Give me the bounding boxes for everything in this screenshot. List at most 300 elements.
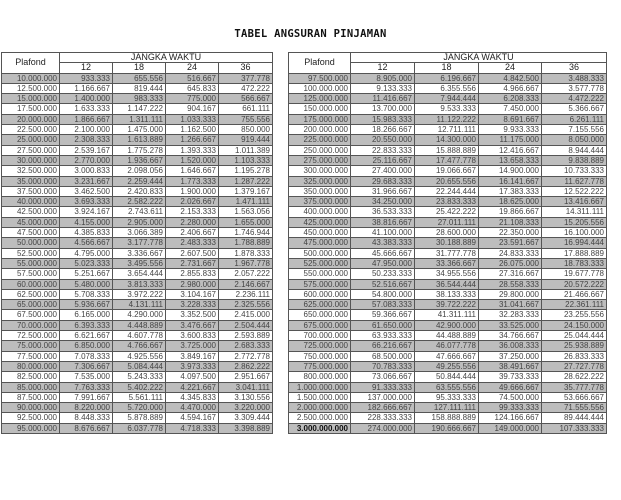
installment-cell-12: 11.416.667: [351, 94, 415, 104]
installment-cell-12: 50.233.333: [351, 269, 415, 279]
installment-cell-12: 54.800.000: [351, 289, 415, 299]
plafond-cell: 750.000.000: [289, 351, 351, 361]
installment-cell-18: 655.556: [113, 73, 166, 83]
table-row: [289, 269, 607, 279]
plafond-cell: 200.000.000: [289, 125, 351, 135]
installment-cell-12: 8.220.000: [60, 403, 113, 413]
plafond-cell: 37.500.000: [2, 186, 60, 196]
installment-cell-12: 6.393.333: [60, 320, 113, 330]
plafond-cell: 20.000.000: [2, 114, 60, 124]
table-row: [2, 351, 273, 361]
installment-cell-36: 3.220.000: [219, 403, 273, 413]
plafond-cell: 35.000.000: [2, 176, 60, 186]
installment-cell-12: 7.078.333: [60, 351, 113, 361]
installment-cell-18: 12.711.111: [415, 125, 479, 135]
installment-cell-24: 29.800.000: [479, 289, 542, 299]
plafond-cell: 80.000.000: [2, 361, 60, 371]
plafond-cell: 22.500.000: [2, 125, 60, 135]
plafond-cell: 700.000.000: [289, 331, 351, 341]
installment-cell-24: 2.731.667: [166, 258, 219, 268]
table-row: [2, 166, 273, 176]
installment-cell-18: 2.420.833: [113, 186, 166, 196]
installment-cell-12: 4.566.667: [60, 238, 113, 248]
installment-cell-36: 12.522.222: [542, 186, 607, 196]
installment-cell-24: 22.350.000: [479, 228, 542, 238]
installment-cell-24: 19.866.667: [479, 207, 542, 217]
installment-cell-36: 3.130.556: [219, 392, 273, 402]
table-row: [289, 248, 607, 258]
installment-cell-24: 1.266.667: [166, 135, 219, 145]
plafond-cell: 50.000.000: [2, 238, 60, 248]
installment-cell-24: 33.525.000: [479, 320, 542, 330]
installment-cell-12: 9.133.333: [351, 83, 415, 93]
installment-cell-24: 39.733.333: [479, 372, 542, 382]
plafond-cell: 275.000.000: [289, 155, 351, 165]
table-row: [289, 155, 607, 165]
installment-cell-24: 2.855.833: [166, 269, 219, 279]
installment-cell-12: 3.924.167: [60, 207, 113, 217]
installment-cell-24: 16.141.667: [479, 176, 542, 186]
plafond-cell: 650.000.000: [289, 310, 351, 320]
installment-cell-36: 2.862.222: [219, 361, 273, 371]
installment-cell-18: 46.077.778: [415, 341, 479, 351]
installment-cell-36: 1.788.889: [219, 238, 273, 248]
table-row: [289, 83, 607, 93]
installment-cell-36: 2.951.667: [219, 372, 273, 382]
table-row: [289, 176, 607, 186]
installment-cell-18: 1.936.667: [113, 155, 166, 165]
installment-cell-18: 3.972.222: [113, 289, 166, 299]
installment-cell-18: 3.066.389: [113, 228, 166, 238]
installment-cell-18: 4.290.000: [113, 310, 166, 320]
table-row: [289, 238, 607, 248]
installment-cell-12: 52.516.667: [351, 279, 415, 289]
plafond-cell: 67.500.000: [2, 310, 60, 320]
installment-cell-36: 23.255.556: [542, 310, 607, 320]
installment-cell-24: 516.667: [166, 73, 219, 83]
term-header-12: 12: [351, 63, 415, 73]
installment-cell-24: 1.773.333: [166, 176, 219, 186]
installment-cell-12: 73.066.667: [351, 372, 415, 382]
installment-cell-24: 3.352.500: [166, 310, 219, 320]
installment-cell-36: 2.504.444: [219, 320, 273, 330]
installment-cell-12: 20.550.000: [351, 135, 415, 145]
installment-cell-24: 9.933.333: [479, 125, 542, 135]
installment-cell-12: 5.251.667: [60, 269, 113, 279]
installment-cell-24: 4.594.167: [166, 413, 219, 423]
plafond-cell: 525.000.000: [289, 258, 351, 268]
installment-cell-12: 5.708.333: [60, 289, 113, 299]
table-row: [2, 310, 273, 320]
installment-cell-18: 2.259.444: [113, 176, 166, 186]
installment-cell-18: 25.422.222: [415, 207, 479, 217]
plafond-cell: 550.000.000: [289, 269, 351, 279]
installment-cell-36: 35.777.778: [542, 382, 607, 392]
table-row: [289, 125, 607, 135]
installment-cell-24: 1.646.667: [166, 166, 219, 176]
table-row: [2, 155, 273, 165]
installment-cell-36: 107.333.333: [542, 423, 607, 433]
table-row: [2, 228, 273, 238]
installment-cell-36: 14.311.111: [542, 207, 607, 217]
left-table-body: [2, 73, 273, 433]
installment-cell-12: 70.783.333: [351, 361, 415, 371]
table-row: [289, 228, 607, 238]
installment-cell-18: 5.561.111: [113, 392, 166, 402]
installment-cell-24: 2.026.667: [166, 197, 219, 207]
installment-cell-36: 25.938.889: [542, 341, 607, 351]
installment-cell-24: 18.625.000: [479, 197, 542, 207]
installment-cell-12: 4.385.833: [60, 228, 113, 238]
installment-table-left: [1, 52, 273, 434]
installment-cell-18: 17.477.778: [415, 155, 479, 165]
plafond-cell: 42.500.000: [2, 207, 60, 217]
installment-cell-24: 32.283.333: [479, 310, 542, 320]
plafond-cell: 85.000.000: [2, 382, 60, 392]
installment-cell-12: 57.083.333: [351, 300, 415, 310]
installment-cell-24: 775.000: [166, 94, 219, 104]
plafond-cell: 87.500.000: [2, 392, 60, 402]
table-row: [2, 197, 273, 207]
plafond-cell: 100.000.000: [289, 83, 351, 93]
installment-cell-36: 2.325.556: [219, 300, 273, 310]
term-header-24: 24: [479, 63, 542, 73]
table-row: [289, 207, 607, 217]
installment-cell-18: 47.666.667: [415, 351, 479, 361]
installment-cell-12: 47.950.000: [351, 258, 415, 268]
installment-cell-18: 4.925.556: [113, 351, 166, 361]
installment-cell-12: 6.621.667: [60, 331, 113, 341]
installment-cell-12: 6.850.000: [60, 341, 113, 351]
installment-cell-12: 25.116.667: [351, 155, 415, 165]
installment-cell-18: 4.607.778: [113, 331, 166, 341]
installment-cell-18: 5.084.444: [113, 361, 166, 371]
installment-cell-18: 49.255.556: [415, 361, 479, 371]
plafond-cell: 45.000.000: [2, 217, 60, 227]
installment-cell-36: 1.878.333: [219, 248, 273, 258]
page-title: TABEL ANGSURAN PINJAMAN: [234, 28, 387, 40]
installment-cell-12: 18.266.667: [351, 125, 415, 135]
table-row: [289, 300, 607, 310]
installment-cell-36: 19.677.778: [542, 269, 607, 279]
installment-cell-18: 14.300.000: [415, 135, 479, 145]
installment-cell-18: 3.336.667: [113, 248, 166, 258]
installment-cell-24: 27.316.667: [479, 269, 542, 279]
installment-cell-12: 63.933.333: [351, 331, 415, 341]
plafond-cell: 57.500.000: [2, 269, 60, 279]
installment-cell-18: 6.355.556: [415, 83, 479, 93]
installment-cell-18: 28.600.000: [415, 228, 479, 238]
installment-cell-12: 31.966.667: [351, 186, 415, 196]
installment-cell-24: 13.658.333: [479, 155, 542, 165]
installment-cell-18: 30.188.889: [415, 238, 479, 248]
table-row: [2, 238, 273, 248]
plafond-cell: 12.500.000: [2, 83, 60, 93]
installment-cell-24: 4.718.333: [166, 423, 219, 433]
installment-cell-36: 5.366.667: [542, 104, 607, 114]
plafond-cell: 60.000.000: [2, 279, 60, 289]
installment-cell-18: 2.905.000: [113, 217, 166, 227]
table-row: [289, 104, 607, 114]
right-table-body: [289, 73, 607, 433]
table-row: [289, 331, 607, 341]
installment-cell-24: 8.691.667: [479, 114, 542, 124]
installment-cell-12: 13.700.000: [351, 104, 415, 114]
table-row: [2, 186, 273, 196]
plafond-cell: 40.000.000: [2, 197, 60, 207]
installment-cell-36: 1.746.944: [219, 228, 273, 238]
table-row: [289, 413, 607, 423]
installment-cell-36: 1.195.278: [219, 166, 273, 176]
installment-cell-24: 2.483.333: [166, 238, 219, 248]
plafond-cell: 575.000.000: [289, 279, 351, 289]
installment-cell-18: 34.955.556: [415, 269, 479, 279]
plafond-cell: 225.000.000: [289, 135, 351, 145]
table-row: [289, 166, 607, 176]
installment-cell-36: 850.000: [219, 125, 273, 135]
installment-cell-36: 15.205.556: [542, 217, 607, 227]
term-header-24: 24: [166, 63, 219, 73]
installment-cell-36: 27.727.778: [542, 361, 607, 371]
installment-cell-18: 1.147.222: [113, 104, 166, 114]
table-row: [289, 258, 607, 268]
installment-cell-24: 3.725.000: [166, 341, 219, 351]
table-row: [289, 341, 607, 351]
installment-cell-36: 20.572.222: [542, 279, 607, 289]
installment-cell-36: 22.361.111: [542, 300, 607, 310]
term-header-18: 18: [113, 63, 166, 73]
plafond-cell: 400.000.000: [289, 207, 351, 217]
installment-cell-12: 933.333: [60, 73, 113, 83]
installment-cell-36: 6.261.111: [542, 114, 607, 124]
installment-cell-36: 1.967.778: [219, 258, 273, 268]
plafond-cell: 500.000.000: [289, 248, 351, 258]
installment-cell-12: 59.366.667: [351, 310, 415, 320]
installment-cell-18: 3.654.444: [113, 269, 166, 279]
installment-cell-18: 5.878.889: [113, 413, 166, 423]
installment-cell-12: 5.480.000: [60, 279, 113, 289]
installment-cell-18: 819.444: [113, 83, 166, 93]
plafond-cell: 3.000.000.000: [289, 423, 351, 433]
installment-cell-18: 190.666.667: [415, 423, 479, 433]
plafond-cell: 175.000.000: [289, 114, 351, 124]
installment-cell-36: 10.733.333: [542, 166, 607, 176]
installment-cell-12: 68.500.000: [351, 351, 415, 361]
table-row: [2, 104, 273, 114]
table-row: [289, 320, 607, 330]
installment-cell-12: 41.100.000: [351, 228, 415, 238]
plafond-cell: 2.500.000.000: [289, 413, 351, 423]
table-row: [2, 94, 273, 104]
installment-cell-12: 3.000.833: [60, 166, 113, 176]
table-row: [2, 248, 273, 258]
installment-cell-18: 39.722.222: [415, 300, 479, 310]
table-row: [2, 83, 273, 93]
installment-cell-12: 7.991.667: [60, 392, 113, 402]
table-row: [289, 114, 607, 124]
installment-cell-36: 377.778: [219, 73, 273, 83]
installment-cell-18: 7.944.444: [415, 94, 479, 104]
table-row: [289, 403, 607, 413]
installment-cell-24: 28.558.333: [479, 279, 542, 289]
installment-cell-24: 2.153.333: [166, 207, 219, 217]
plafond-cell: 125.000.000: [289, 94, 351, 104]
plafond-cell: 775.000.000: [289, 361, 351, 371]
plafond-cell: 300.000.000: [289, 166, 351, 176]
table-row: [2, 217, 273, 227]
installment-cell-12: 1.866.667: [60, 114, 113, 124]
installment-cell-36: 8.050.000: [542, 135, 607, 145]
installment-cell-18: 23.833.333: [415, 197, 479, 207]
installment-cell-12: 38.816.667: [351, 217, 415, 227]
table-row: [2, 361, 273, 371]
installment-cell-18: 50.844.444: [415, 372, 479, 382]
installment-cell-12: 43.383.333: [351, 238, 415, 248]
table-row: [2, 320, 273, 330]
installment-cell-18: 63.555.556: [415, 382, 479, 392]
installment-cell-18: 4.766.667: [113, 341, 166, 351]
table-row: [2, 331, 273, 341]
installment-cell-24: 1.162.500: [166, 125, 219, 135]
plafond-cell: 25.000.000: [2, 135, 60, 145]
table-row: [289, 135, 607, 145]
installment-cell-12: 8.676.667: [60, 423, 113, 433]
table-row: [289, 361, 607, 371]
plafond-cell: 17.500.000: [2, 104, 60, 114]
table-row: [289, 217, 607, 227]
installment-cell-12: 2.100.000: [60, 125, 113, 135]
installment-cell-36: 1.563.056: [219, 207, 273, 217]
installment-cell-12: 4.795.000: [60, 248, 113, 258]
table-row: [2, 176, 273, 186]
installment-cell-18: 42.900.000: [415, 320, 479, 330]
installment-cell-36: 2.415.000: [219, 310, 273, 320]
plafond-cell: 75.000.000: [2, 341, 60, 351]
table-row: [2, 341, 273, 351]
installment-cell-12: 274.000.000: [351, 423, 415, 433]
installment-cell-18: 4.131.111: [113, 300, 166, 310]
table-row: [289, 289, 607, 299]
installment-cell-24: 3.104.167: [166, 289, 219, 299]
installment-cell-18: 5.243.333: [113, 372, 166, 382]
installment-table-right: [288, 52, 607, 434]
term-group-header: JANGKA WAKTU: [351, 53, 607, 63]
plafond-cell: 27.500.000: [2, 145, 60, 155]
installment-cell-36: 1.011.389: [219, 145, 273, 155]
installment-cell-36: 1.379.167: [219, 186, 273, 196]
table-row: [2, 125, 273, 135]
installment-cell-18: 3.495.556: [113, 258, 166, 268]
plafond-cell: 97.500.000: [289, 73, 351, 83]
installment-cell-18: 1.311.111: [113, 114, 166, 124]
installment-cell-12: 66.216.667: [351, 341, 415, 351]
plafond-cell: 92.500.000: [2, 413, 60, 423]
table-row: [2, 382, 273, 392]
installment-cell-18: 41.311.111: [415, 310, 479, 320]
installment-cell-36: 13.416.667: [542, 197, 607, 207]
table-row: [2, 289, 273, 299]
installment-cell-36: 3.577.778: [542, 83, 607, 93]
installment-cell-18: 33.366.667: [415, 258, 479, 268]
plafond-cell: 800.000.000: [289, 372, 351, 382]
installment-cell-36: 2.146.667: [219, 279, 273, 289]
installment-cell-36: 89.444.444: [542, 413, 607, 423]
installment-cell-36: 3.488.333: [542, 73, 607, 83]
installment-cell-24: 49.666.667: [479, 382, 542, 392]
plafond-cell: 675.000.000: [289, 320, 351, 330]
installment-cell-18: 9.533.333: [415, 104, 479, 114]
plafond-cell: 600.000.000: [289, 289, 351, 299]
installment-cell-24: 2.980.000: [166, 279, 219, 289]
table-row: [289, 145, 607, 155]
installment-cell-12: 34.250.000: [351, 197, 415, 207]
installment-cell-24: 99.333.333: [479, 403, 542, 413]
installment-cell-36: 7.155.556: [542, 125, 607, 135]
plafond-cell: 725.000.000: [289, 341, 351, 351]
installment-cell-18: 31.777.778: [415, 248, 479, 258]
installment-cell-18: 4.448.889: [113, 320, 166, 330]
installment-cell-24: 904.167: [166, 104, 219, 114]
installment-cell-12: 1.633.333: [60, 104, 113, 114]
term-group-header: JANGKA WAKTU: [60, 53, 273, 63]
installment-cell-24: 3.600.833: [166, 331, 219, 341]
installment-cell-18: 3.813.333: [113, 279, 166, 289]
table-row: [289, 351, 607, 361]
installment-cell-36: 2.593.889: [219, 331, 273, 341]
table-row: [289, 310, 607, 320]
installment-cell-36: 1.471.111: [219, 197, 273, 207]
plafond-cell: 95.000.000: [2, 423, 60, 433]
installment-cell-36: 16.994.444: [542, 238, 607, 248]
plafond-cell: 350.000.000: [289, 186, 351, 196]
installment-cell-24: 3.849.167: [166, 351, 219, 361]
plafond-cell: 625.000.000: [289, 300, 351, 310]
installment-cell-18: 5.402.222: [113, 382, 166, 392]
plafond-cell: 2.000.000.000: [289, 403, 351, 413]
installment-cell-12: 45.666.667: [351, 248, 415, 258]
installment-cell-12: 8.448.333: [60, 413, 113, 423]
installment-cell-24: 4.221.667: [166, 382, 219, 392]
installment-cell-24: 1.900.000: [166, 186, 219, 196]
installment-cell-24: 3.228.333: [166, 300, 219, 310]
installment-cell-12: 5.936.667: [60, 300, 113, 310]
installment-cell-24: 24.833.333: [479, 248, 542, 258]
installment-cell-24: 1.033.333: [166, 114, 219, 124]
table-row: [289, 392, 607, 402]
installment-cell-12: 2.539.167: [60, 145, 113, 155]
installment-cell-24: 7.450.000: [479, 104, 542, 114]
installment-cell-18: 6.196.667: [415, 73, 479, 83]
installment-cell-36: 24.150.000: [542, 320, 607, 330]
table-row: [2, 300, 273, 310]
installment-cell-36: 3.309.444: [219, 413, 273, 423]
table-row: [2, 207, 273, 217]
table-row: [289, 423, 607, 433]
table-row: [289, 94, 607, 104]
installment-cell-18: 2.098.056: [113, 166, 166, 176]
table-row: [2, 372, 273, 382]
installment-cell-18: 158.888.889: [415, 413, 479, 423]
plafond-cell: 77.500.000: [2, 351, 60, 361]
installment-cell-36: 3.398.889: [219, 423, 273, 433]
table-row: [289, 186, 607, 196]
installment-cell-36: 9.838.889: [542, 155, 607, 165]
installment-cell-36: 1.287.222: [219, 176, 273, 186]
installment-cell-36: 26.833.333: [542, 351, 607, 361]
installment-cell-24: 4.097.500: [166, 372, 219, 382]
plafond-cell: 82.500.000: [2, 372, 60, 382]
table-row: [289, 197, 607, 207]
